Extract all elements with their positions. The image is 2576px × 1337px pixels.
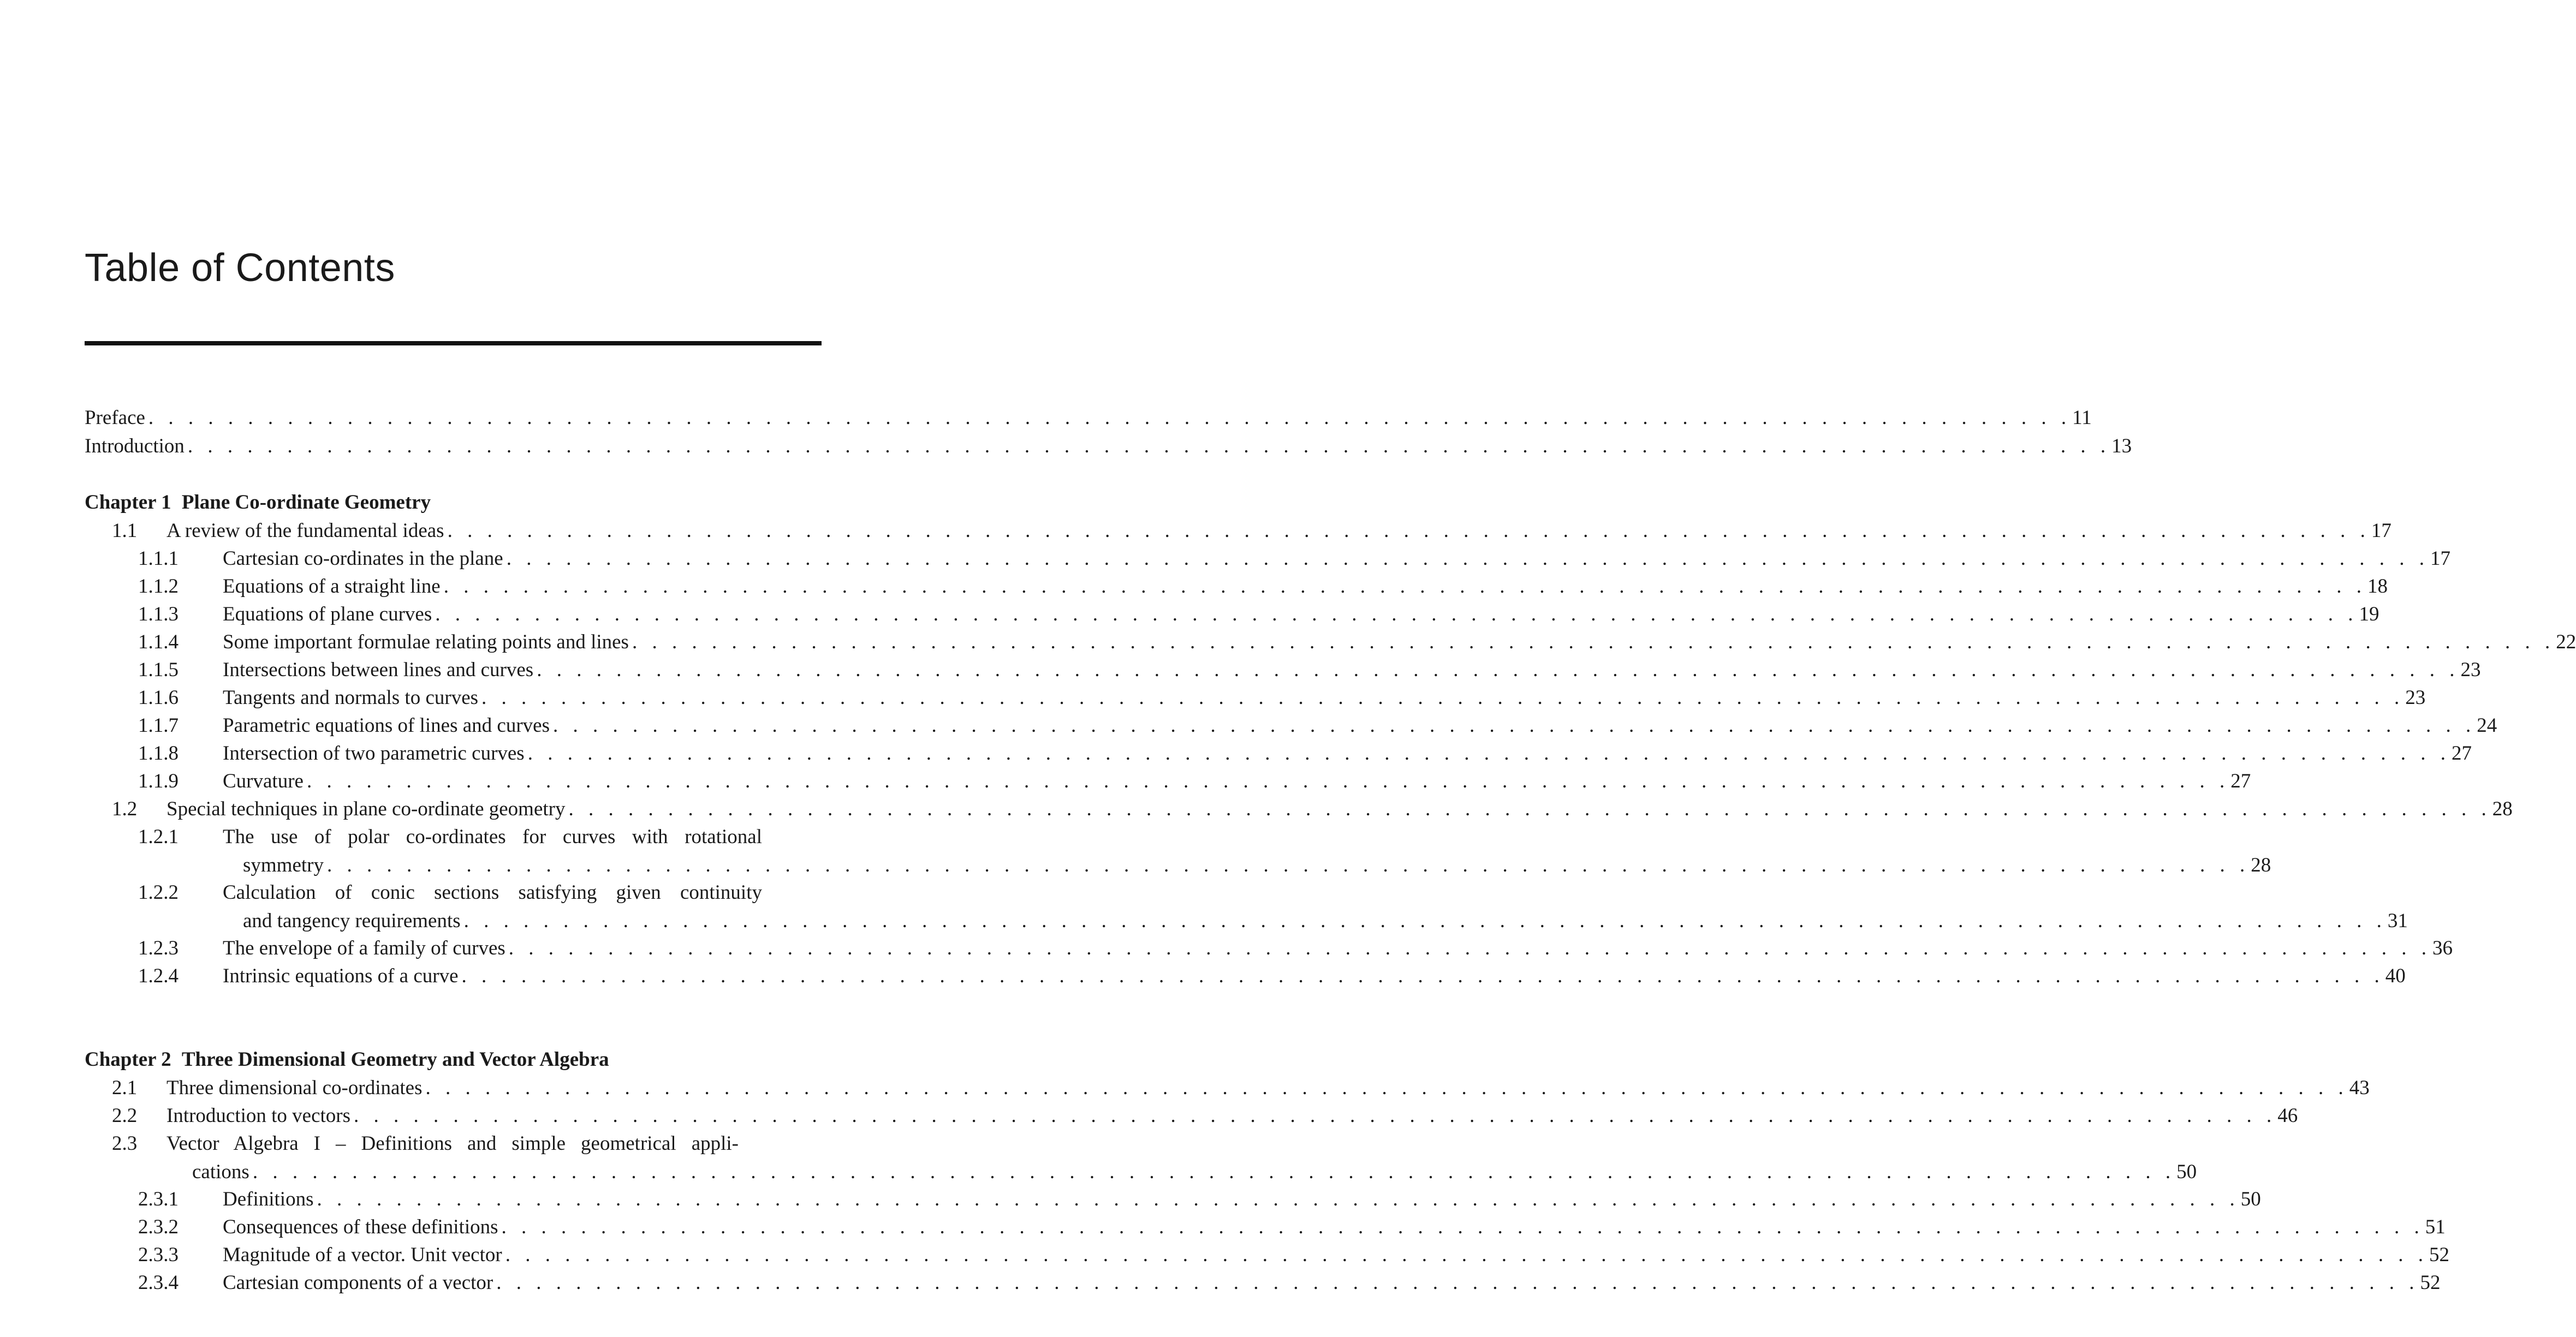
entry-title: Equations of a straight line	[223, 575, 441, 598]
page-number: 11	[2072, 407, 2092, 429]
dot-leader: . . . . . . . . . . . . . . . . . . . . . . . . . . . . . . . . . . . . . . . . . . . . . . . . . . . . . . . . . . . . . . . . . . . . . . . . . . . . . . . . . . . . . . . . . . . . . . . . .	[568, 798, 2491, 820]
entry-title: Intersection of two parametric curves	[223, 742, 525, 765]
page-number: 46	[2277, 1105, 2298, 1127]
page-number: 40	[2385, 965, 2406, 987]
section-number: 2.3.3	[138, 1244, 179, 1266]
section-number: 2.1	[112, 1077, 138, 1099]
page-number: 28	[2251, 854, 2271, 876]
toc-entry-1-2[interactable]	[0, 795, 2513, 823]
entry-title: Special techniques in plane co-ordinate geometry	[166, 798, 566, 820]
entry-title: Tangents and normals to curves	[223, 687, 479, 709]
page-number: 27	[2230, 770, 2251, 792]
entry-title: Some important formulae relating points and lines	[223, 631, 629, 653]
page-number: 17	[2371, 520, 2391, 542]
dot-leader: . . . . . . . . . . . . . . . . . . . . . . . . . . . . . . . . . . . . . . . . . . . . . . . . . . . . . . . . . . . . . . . . . . . . . . . . . . . . . . . . . . . . . . . . . . . . . . . . .	[537, 659, 2460, 681]
dot-leader: . . . . . . . . . . . . . . . . . . . . . . . . . . . . . . . . . . . . . . . . . . . . . . . . . . . . . . . . . . . . . . . . . . . . . . . . . . . . . . . . . . . . . . . . . . . . . . . . .	[463, 910, 2387, 932]
title-rule	[85, 341, 822, 345]
entry-title: Magnitude of a vector. Unit vector	[223, 1244, 502, 1266]
toc-entry-1-2-1[interactable]	[0, 823, 2271, 880]
toc-entry-1-1-9[interactable]	[0, 767, 2251, 796]
page-number: 36	[2432, 937, 2453, 959]
section-number: 2.3.1	[138, 1188, 179, 1210]
dot-leader: . . . . . . . . . . . . . . . . . . . . . . . . . . . . . . . . . . . . . . . . . . . . . . . . . . . . . . . . . . . . . . . . . . . . . . . . . . . . . . . . . . . . . . . . . . . . . . . . .	[435, 603, 2358, 625]
dot-leader: . . . . . . . . . . . . . . . . . . . . . . . . . . . . . . . . . . . . . . . . . . . . . . . . . . . . . . . . . . . . . . . . . . . . . . . . . . . . . . . . . . . . . . . . . . . . . . . . .	[306, 770, 2230, 792]
entry-title: Preface	[85, 407, 145, 429]
toc-entry-1-1-4[interactable]	[0, 628, 2576, 656]
dot-leader: . . . . . . . . . . . . . . . . . . . . . . . . . . . . . . . . . . . . . . . . . . . . . . . . . . . . . . . . . . . . . . . . . . . . . . . . . . . . . . . . . . . . . . . . . . . . . . . . .	[505, 1244, 2428, 1266]
entry-title: Cartesian components of a vector	[223, 1272, 493, 1294]
dot-leader: . . . . . . . . . . . . . . . . . . . . . . . . . . . . . . . . . . . . . . . . . . . . . . . . . . . . . . . . . . . . . . . . . . . . . . . . . . . . . . . . . . . . . . . . . . . . . . . . .	[148, 407, 2072, 429]
chapter-heading-1[interactable]	[85, 488, 431, 517]
toc-entry-1-1-3[interactable]	[0, 600, 2379, 629]
section-number: 1.1.8	[138, 742, 179, 765]
dot-leader: . . . . . . . . . . . . . . . . . . . . . . . . . . . . . . . . . . . . . . . . . . . . . . . . . . . . . . . . . . . . . . . . . . . . . . . . . . . . . . . . . . . . . . . . . . . . . . . . .	[481, 687, 2405, 709]
dot-leader: . . . . . . . . . . . . . . . . . . . . . . . . . . . . . . . . . . . . . . . . . . . . . . . . . . . . . . . . . . . . . . . . . . . . . . . . . . . . . . . . . . . . . . . . . . . . . . . . .	[252, 1161, 2176, 1183]
toc-entry-preface[interactable]	[0, 404, 2092, 432]
section-number: 1.1.9	[138, 770, 179, 792]
toc-entry-2-3[interactable]	[0, 1130, 2197, 1186]
entry-title: Definitions	[223, 1188, 314, 1210]
entry-title: Parametric equations of lines and curves	[223, 714, 550, 737]
chapter-title: Plane Co-ordinate Geometry	[181, 491, 431, 514]
dot-leader: . . . . . . . . . . . . . . . . . . . . . . . . . . . . . . . . . . . . . . . . . . . . . . . . . . . . . . . . . . . . . . . . . . . . . . . . . . . . . . . . . . . . . . . . . . . . . . . . .	[496, 1272, 2419, 1294]
section-number: 2.2	[112, 1105, 138, 1127]
section-number: 1.1.7	[138, 714, 179, 737]
toc-entry-2-1[interactable]	[0, 1074, 2370, 1102]
section-number: 2.3	[112, 1132, 138, 1155]
page-number: 50	[2176, 1161, 2197, 1183]
page-number: 28	[2492, 798, 2513, 820]
section-number: 1.1	[112, 520, 138, 542]
toc-entry-2-3-2[interactable]	[0, 1213, 2446, 1242]
chapter-title: Three Dimensional Geometry and Vector Algebra	[181, 1048, 609, 1071]
dot-leader: . . . . . . . . . . . . . . . . . . . . . . . . . . . . . . . . . . . . . . . . . . . . . . . . . . . . . . . . . . . . . . . . . . . . . . . . . . . . . . . . . . . . . . . . . . . . . . . . .	[461, 965, 2384, 987]
dot-leader: . . . . . . . . . . . . . . . . . . . . . . . . . . . . . . . . . . . . . . . . . . . . . . . . . . . . . . . . . . . . . . . . . . . . . . . . . . . . . . . . . . . . . . . . . . . . . . . . .	[443, 575, 2366, 598]
entry-title: Cartesian co-ordinates in the plane	[223, 547, 503, 570]
section-number: 1.1.1	[138, 547, 179, 570]
chapter-heading-2[interactable]	[85, 1046, 609, 1074]
section-number: 1.2	[112, 798, 138, 820]
dot-leader: . . . . . . . . . . . . . . . . . . . . . . . . . . . . . . . . . . . . . . . . . . . . . . . . . . . . . . . . . . . . . . . . . . . . . . . . . . . . . . . . . . . . . . . . . . . . . . . . .	[506, 547, 2429, 570]
entry-title: Equations of plane curves	[223, 603, 432, 625]
toc-entry-introduction[interactable]	[0, 432, 2132, 461]
section-number: 1.2.4	[138, 965, 179, 987]
page-number: 52	[2429, 1244, 2449, 1266]
toc-entry-1-2-3[interactable]	[0, 934, 2453, 963]
entry-title-line-2: symmetry	[243, 854, 324, 876]
section-number: 1.1.6	[138, 687, 179, 709]
dot-leader: . . . . . . . . . . . . . . . . . . . . . . . . . . . . . . . . . . . . . . . . . . . . . . . . . . . . . . . . . . . . . . . . . . . . . . . . . . . . . . . . . . . . . . . . . . . . . . . . .	[354, 1105, 2277, 1127]
dot-leader: . . . . . . . . . . . . . . . . . . . . . . . . . . . . . . . . . . . . . . . . . . . . . . . . . . . . . . . . . . . . . . . . . . . . . . . . . . . . . . . . . . . . . . . . . . . . . . . . .	[187, 435, 2111, 457]
entry-title: Three dimensional co-ordinates	[166, 1077, 423, 1099]
toc-entry-2-3-4[interactable]	[0, 1269, 2441, 1297]
toc-entry-1-1-8[interactable]	[0, 739, 2472, 768]
dot-leader: . . . . . . . . . . . . . . . . . . . . . . . . . . . . . . . . . . . . . . . . . . . . . . . . . . . . . . . . . . . . . . . . . . . . . . . . . . . . . . . . . . . . . . . . . . . . . . . . .	[317, 1188, 2240, 1210]
page-title: Table of Contents	[85, 246, 395, 290]
section-number: 1.1.4	[138, 631, 179, 653]
entry-title: Introduction to vectors	[166, 1105, 351, 1127]
page-number: 24	[2477, 714, 2497, 737]
section-number: 1.1.5	[138, 659, 179, 681]
entry-title: Consequences of these definitions	[223, 1216, 498, 1238]
entry-title: A review of the fundamental ideas	[166, 520, 444, 542]
page-number: 23	[2460, 659, 2481, 681]
entry-title-line-2: cations	[192, 1161, 249, 1183]
entry-title: Introduction	[85, 435, 185, 457]
dot-leader: . . . . . . . . . . . . . . . . . . . . . . . . . . . . . . . . . . . . . . . . . . . . . . . . . . . . . . . . . . . . . . . . . . . . . . . . . . . . . . . . . . . . . . . . . . . . . . . . .	[447, 520, 2370, 542]
entry-title: Intersections between lines and curves	[223, 659, 534, 681]
chapter-label: Chapter 2	[85, 1048, 171, 1071]
entry-title: Intrinsic equations of a curve	[223, 965, 459, 987]
page-number: 51	[2425, 1216, 2446, 1238]
section-number: 1.2.1	[138, 826, 179, 848]
page-number: 23	[2405, 687, 2426, 709]
chapter-label: Chapter 1	[85, 491, 171, 514]
page-number: 13	[2111, 435, 2132, 457]
entry-title: Curvature	[223, 770, 304, 792]
dot-leader: . . . . . . . . . . . . . . . . . . . . . . . . . . . . . . . . . . . . . . . . . . . . . . . . . . . . . . . . . . . . . . . . . . . . . . . . . . . . . . . . . . . . . . . . . . . . . . . . .	[632, 631, 2555, 653]
entry-title-line-1: Vector Algebra I – Definitions and simple geometrical appli-	[166, 1132, 739, 1155]
toc-entry-1-1-2[interactable]	[0, 572, 2388, 601]
toc-entry-1-1-7[interactable]	[0, 712, 2497, 740]
page-number: 50	[2240, 1188, 2261, 1210]
page-number: 18	[2367, 575, 2388, 598]
dot-leader: . . . . . . . . . . . . . . . . . . . . . . . . . . . . . . . . . . . . . . . . . . . . . . . . . . . . . . . . . . . . . . . . . . . . . . . . . . . . . . . . . . . . . . . . . . . . . . . . .	[425, 1077, 2348, 1099]
section-number: 1.2.3	[138, 937, 179, 959]
entry-title-line-1: Calculation of conic sections satisfying given continuity	[223, 881, 762, 904]
page-number: 19	[2359, 603, 2379, 625]
toc-entry-1-1-5[interactable]	[0, 656, 2481, 684]
entry-title-line-1: The use of polar co-ordinates for curves with rotational	[223, 826, 762, 848]
section-number: 1.2.2	[138, 881, 179, 904]
toc-entry-1-1[interactable]	[0, 517, 2391, 545]
entry-title: The envelope of a family of curves	[223, 937, 505, 959]
page-number: 22	[2556, 631, 2576, 653]
toc-entry-1-1-1[interactable]	[0, 545, 2450, 573]
dot-leader: . . . . . . . . . . . . . . . . . . . . . . . . . . . . . . . . . . . . . . . . . . . . . . . . . . . . . . . . . . . . . . . . . . . . . . . . . . . . . . . . . . . . . . . . . . . . . . . . .	[553, 714, 2476, 737]
page-number: 27	[2451, 742, 2472, 765]
section-number: 2.3.2	[138, 1216, 179, 1238]
toc-entry-1-2-4[interactable]	[0, 962, 2406, 990]
section-number: 1.1.2	[138, 575, 179, 598]
toc-entry-2-3-1[interactable]	[0, 1185, 2261, 1214]
toc-entry-2-2[interactable]	[0, 1102, 2298, 1130]
dot-leader: . . . . . . . . . . . . . . . . . . . . . . . . . . . . . . . . . . . . . . . . . . . . . . . . . . . . . . . . . . . . . . . . . . . . . . . . . . . . . . . . . . . . . . . . . . . . . . . . .	[326, 854, 2250, 876]
entry-title-line-2: and tangency requirements	[243, 910, 461, 932]
section-number: 2.3.4	[138, 1272, 179, 1294]
page-number: 17	[2430, 547, 2450, 570]
dot-leader: . . . . . . . . . . . . . . . . . . . . . . . . . . . . . . . . . . . . . . . . . . . . . . . . . . . . . . . . . . . . . . . . . . . . . . . . . . . . . . . . . . . . . . . . . . . . . . . . .	[501, 1216, 2424, 1238]
dot-leader: . . . . . . . . . . . . . . . . . . . . . . . . . . . . . . . . . . . . . . . . . . . . . . . . . . . . . . . . . . . . . . . . . . . . . . . . . . . . . . . . . . . . . . . . . . . . . . . . .	[508, 937, 2432, 959]
toc-entry-1-2-2[interactable]	[0, 879, 2408, 935]
page-number: 52	[2420, 1272, 2441, 1294]
toc-entry-1-1-6[interactable]	[0, 684, 2426, 712]
page-number: 31	[2387, 910, 2408, 932]
toc-entry-2-3-3[interactable]	[0, 1241, 2449, 1269]
dot-leader: . . . . . . . . . . . . . . . . . . . . . . . . . . . . . . . . . . . . . . . . . . . . . . . . . . . . . . . . . . . . . . . . . . . . . . . . . . . . . . . . . . . . . . . . . . . . . . . . .	[527, 742, 2450, 765]
page-number: 43	[2349, 1077, 2370, 1099]
section-number: 1.1.3	[138, 603, 179, 625]
